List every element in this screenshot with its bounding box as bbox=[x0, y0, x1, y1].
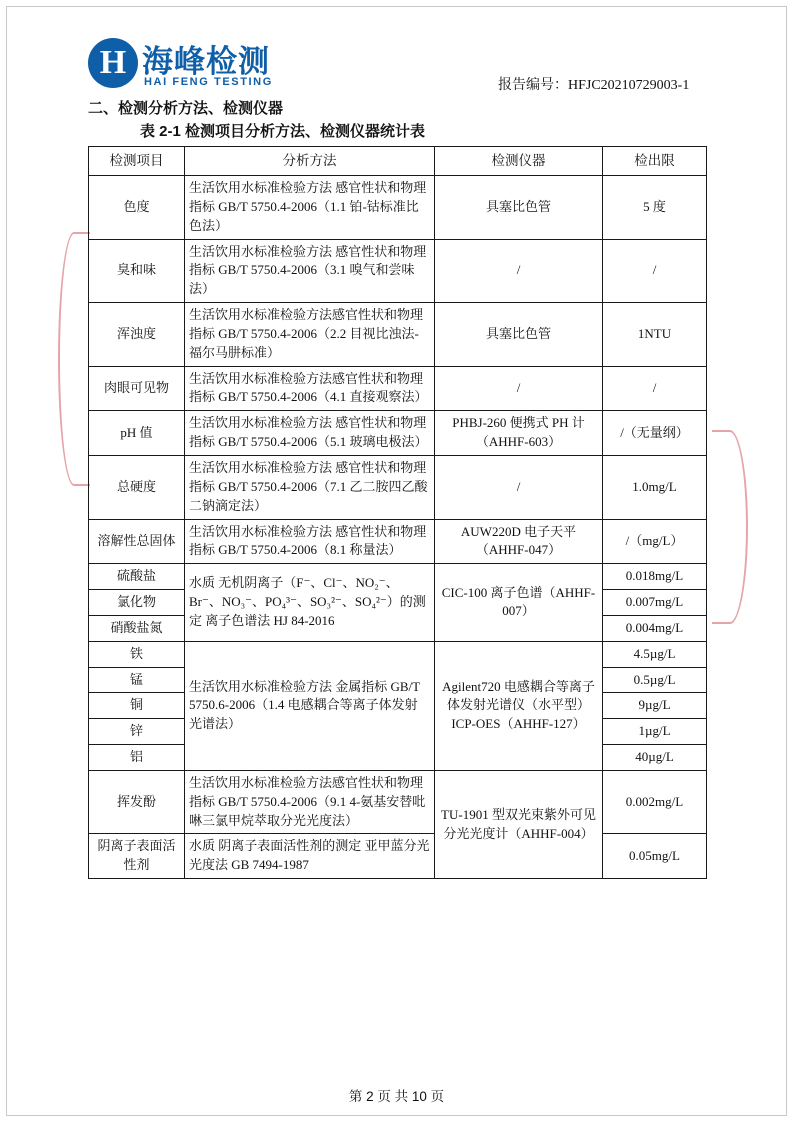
cell-item: 氯化物 bbox=[89, 590, 185, 616]
table-row bbox=[89, 564, 707, 590]
stamp-mark-left bbox=[58, 232, 90, 486]
cell-limit: /（无量纲） bbox=[603, 411, 707, 456]
table-row bbox=[89, 411, 707, 456]
table-caption: 表 2-1 检测项目分析方法、检测仪器统计表 bbox=[140, 123, 426, 140]
logo-chinese-name: 海峰检测 bbox=[142, 44, 270, 79]
cell-item: 铁 bbox=[89, 641, 185, 667]
page-footer: 第 2 页 共 10 页 bbox=[348, 1089, 445, 1104]
cell-item: 硝酸盐氮 bbox=[89, 615, 185, 641]
cell-item: pH 值 bbox=[89, 411, 185, 456]
cell-limit: 0.05mg/L bbox=[603, 834, 707, 879]
cell-instrument: Agilent720 电感耦合等离子体发射光谱仪（水平型）ICP-OES（AHHF-127） bbox=[435, 641, 603, 770]
cell-instrument: / bbox=[435, 455, 603, 519]
table-row bbox=[89, 834, 707, 879]
cell-method: 水质 无机阴离子（F⁻、Cl⁻、NO₂⁻、Br⁻、NO₃⁻、PO₄³⁻、SO₃²⁻、SO₄²⁻）的测定 离子色谱法 HJ 84-2016 bbox=[185, 564, 435, 642]
table-row bbox=[89, 519, 707, 564]
cell-instrument: / bbox=[435, 366, 603, 411]
cell-limit: 9µg/L bbox=[603, 693, 707, 719]
cell-instrument: AUW220D 电子天平（AHHF-047） bbox=[435, 519, 603, 564]
table-row bbox=[89, 641, 707, 667]
document-header bbox=[88, 36, 728, 100]
cell-method: 生活饮用水标准检验方法 感官性状和物理指标 GB/T 5750.4-2006（8.1 称量法） bbox=[185, 519, 435, 564]
column-header-method: 分析方法 bbox=[185, 147, 435, 176]
cell-item: 铝 bbox=[89, 745, 185, 771]
cell-instrument: CIC-100 离子色谱（AHHF-007） bbox=[435, 564, 603, 642]
cell-limit: 0.002mg/L bbox=[603, 770, 707, 834]
cell-limit: 0.007mg/L bbox=[603, 590, 707, 616]
cell-limit: 1.0mg/L bbox=[603, 455, 707, 519]
cell-item: 锰 bbox=[89, 667, 185, 693]
cell-limit: / bbox=[603, 239, 707, 303]
table-row bbox=[89, 303, 707, 367]
cell-limit: 0.018mg/L bbox=[603, 564, 707, 590]
cell-method: 生活饮用水标准检验方法 感官性状和物理指标 GB/T 5750.4-2006（7.1 乙二胺四乙酸二钠滴定法） bbox=[185, 455, 435, 519]
cell-item: 肉眼可见物 bbox=[89, 366, 185, 411]
logo-mark-icon: H bbox=[88, 38, 138, 88]
table-row bbox=[89, 366, 707, 411]
cell-item: 阴离子表面活性剂 bbox=[89, 834, 185, 879]
cell-instrument: PHBJ-260 便携式 PH 计（AHHF-603） bbox=[435, 411, 603, 456]
cell-method: 水质 阴离子表面活性剂的测定 亚甲蓝分光光度法 GB 7494-1987 bbox=[185, 834, 435, 879]
cell-limit: 5 度 bbox=[603, 176, 707, 240]
stamp-mark-right bbox=[712, 430, 748, 624]
cell-instrument: 具塞比色管 bbox=[435, 303, 603, 367]
cell-method: 生活饮用水标准检验方法感官性状和物理指标 GB/T 5750.4-2006（2.2 目视比浊法-福尔马肼标准） bbox=[185, 303, 435, 367]
cell-instrument: 具塞比色管 bbox=[435, 176, 603, 240]
table-row bbox=[89, 176, 707, 240]
cell-item: 挥发酚 bbox=[89, 770, 185, 834]
cell-item: 总硬度 bbox=[89, 455, 185, 519]
cell-item: 硫酸盐 bbox=[89, 564, 185, 590]
cell-item: 锌 bbox=[89, 719, 185, 745]
column-header-instrument: 检测仪器 bbox=[435, 147, 603, 176]
cell-limit: 0.004mg/L bbox=[603, 615, 707, 641]
cell-limit: 0.5µg/L bbox=[603, 667, 707, 693]
table-header-row bbox=[89, 147, 707, 176]
cell-limit: 1NTU bbox=[603, 303, 707, 367]
cell-method: 生活饮用水标准检验方法 感官性状和物理指标 GB/T 5750.4-2006（3.1 嗅气和尝味法） bbox=[185, 239, 435, 303]
cell-item: 溶解性总固体 bbox=[89, 519, 185, 564]
cell-item: 色度 bbox=[89, 176, 185, 240]
cell-limit: 1µg/L bbox=[603, 719, 707, 745]
analysis-methods-table bbox=[88, 146, 707, 879]
cell-method: 生活饮用水标准检验方法感官性状和物理指标 GB/T 5750.4-2006（4.1 直接观察法） bbox=[185, 366, 435, 411]
logo-english-name: HAI FENG TESTING bbox=[144, 76, 273, 88]
cell-item: 浑浊度 bbox=[89, 303, 185, 367]
table-row bbox=[89, 239, 707, 303]
report-number: 报告编号：HFJC20210729003-1 bbox=[498, 78, 690, 93]
company-logo bbox=[88, 36, 338, 98]
section-heading: 二、检测分析方法、检测仪器 bbox=[88, 100, 284, 117]
cell-limit: 40µg/L bbox=[603, 745, 707, 771]
cell-instrument: TU-1901 型双光束紫外可见分光光度计（AHHF-004） bbox=[435, 770, 603, 878]
cell-instrument: / bbox=[435, 239, 603, 303]
column-header-item: 检测项目 bbox=[89, 147, 185, 176]
cell-method: 生活饮用水标准检验方法 感官性状和物理指标 GB/T 5750.4-2006（5.1 玻璃电极法） bbox=[185, 411, 435, 456]
cell-method: 生活饮用水标准检验方法 金属指标 GB/T 5750.6-2006（1.4 电感耦合等离子体发射光谱法） bbox=[185, 641, 435, 770]
cell-item: 臭和味 bbox=[89, 239, 185, 303]
cell-method: 生活饮用水标准检验方法 感官性状和物理指标 GB/T 5750.4-2006（1.1 铂-钴标准比色法） bbox=[185, 176, 435, 240]
cell-limit: /（mg/L） bbox=[603, 519, 707, 564]
cell-limit: 4.5µg/L bbox=[603, 641, 707, 667]
cell-limit: / bbox=[603, 366, 707, 411]
cell-method: 生活饮用水标准检验方法感官性状和物理指标 GB/T 5750.4-2006（9.1 4-氨基安替吡啉三氯甲烷萃取分光光度法） bbox=[185, 770, 435, 834]
cell-item: 铜 bbox=[89, 693, 185, 719]
table-row bbox=[89, 770, 707, 834]
table-row bbox=[89, 455, 707, 519]
column-header-limit: 检出限 bbox=[603, 147, 707, 176]
